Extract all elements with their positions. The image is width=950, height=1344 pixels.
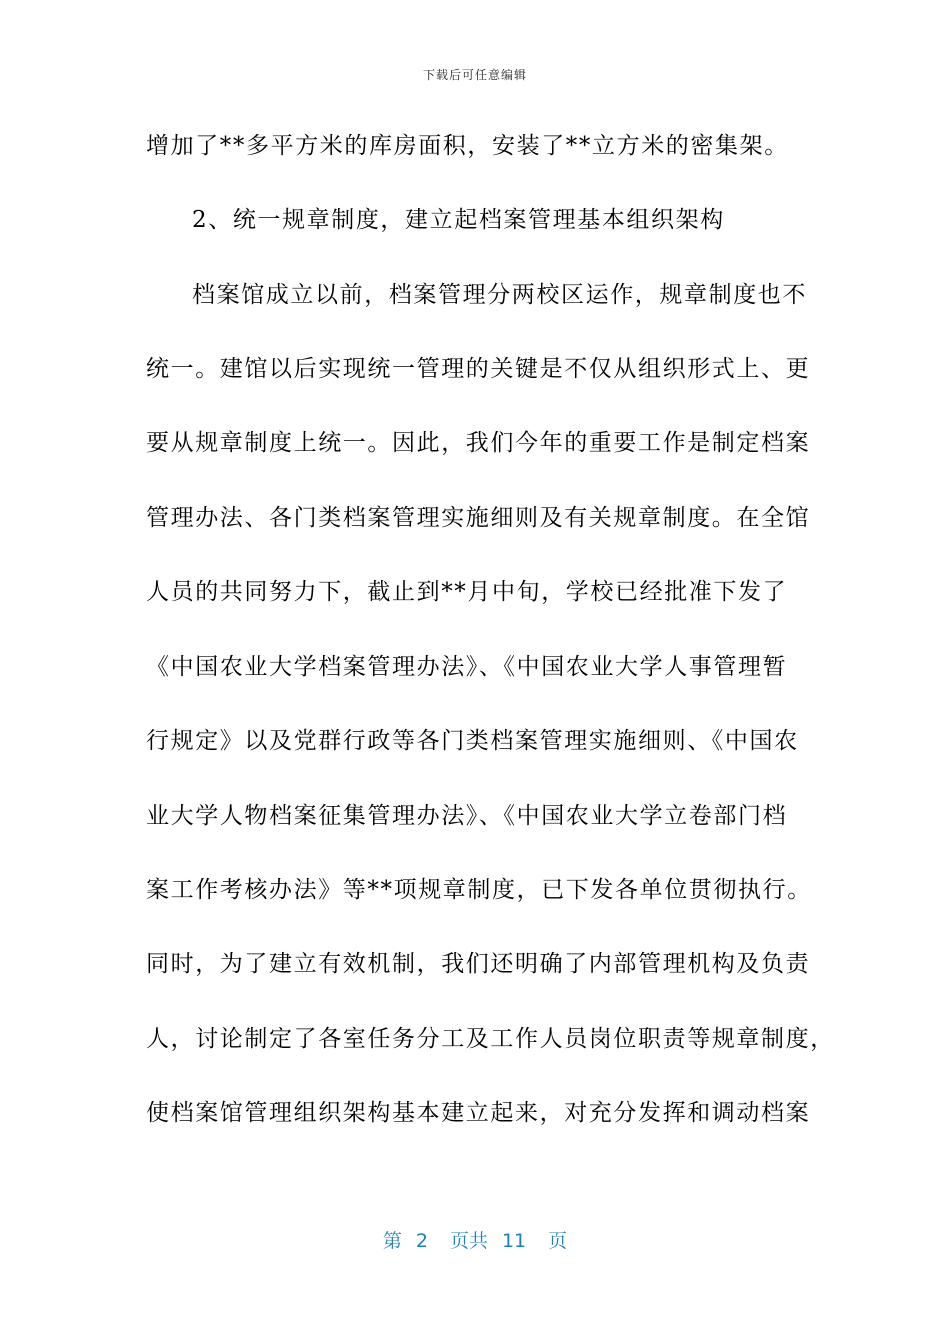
body-line: 统一。建馆以后实现统一管理的关键是不仅从组织形式上、更 bbox=[146, 356, 811, 382]
body-line: 使档案馆管理组织架构基本建立起来，对充分发挥和调动档案 bbox=[146, 1100, 811, 1126]
footer-prefix: 第 bbox=[382, 1230, 402, 1252]
body-line: 人员的共同努力下，截止到**月中旬，学校已经批准下发了 bbox=[146, 579, 788, 605]
body-line: 同时，为了建立有效机制，我们还明确了内部管理机构及负责 bbox=[146, 951, 811, 977]
footer-page-number: 2 bbox=[415, 1230, 428, 1252]
body-line: 档案馆成立以前，档案管理分两校区运作，规章制度也不 bbox=[192, 282, 807, 308]
footer-total-pages: 11 bbox=[501, 1230, 527, 1252]
section-heading: 2、统一规章制度，建立起档案管理基本组织架构 bbox=[192, 207, 725, 233]
page-header: 下载后可任意编辑 bbox=[422, 68, 527, 82]
footer-suffix: 页 bbox=[548, 1230, 568, 1252]
body-line: 要从规章制度上统一。因此，我们今年的重要工作是制定档案 bbox=[146, 430, 811, 456]
body-line: 《中国农业大学档案管理办法》、《中国农业大学人事管理暂 bbox=[146, 654, 788, 680]
body-line: 业大学人物档案征集管理办法》、《中国农业大学立卷部门档 bbox=[146, 803, 788, 829]
page-footer bbox=[0, 1226, 950, 1253]
body-line: 人，讨论制定了各室任务分工及工作人员岗位职责等规章制度， bbox=[146, 1026, 835, 1052]
body-line: 案工作考核办法》等**项规章制度，已下发各单位贯彻执行。 bbox=[146, 877, 812, 903]
body-line: 增加了**多平方米的库房面积，安装了**立方米的密集架。 bbox=[146, 133, 789, 159]
body-line: 行规定》以及党群行政等各门类档案管理实施细则、《中国农 bbox=[146, 728, 799, 754]
footer-middle: 页共 bbox=[449, 1230, 488, 1252]
body-line: 管理办法、各门类档案管理实施细则及有关规章制度。在全馆 bbox=[146, 505, 811, 531]
